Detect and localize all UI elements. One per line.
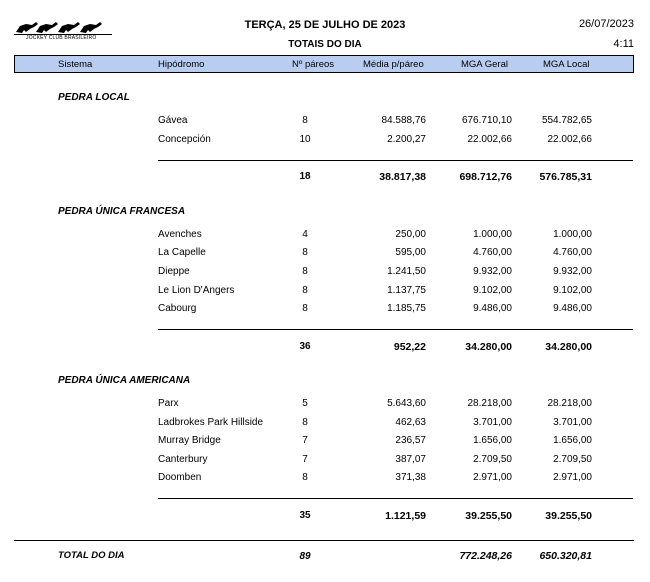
row-mga-geral: 9.486,00	[473, 303, 512, 314]
section-title: PEDRA LOCAL	[58, 92, 130, 103]
row-media: 1.185,75	[387, 303, 426, 314]
row-mga-geral: 3.701,00	[473, 417, 512, 428]
col-sistema: Sistema	[58, 59, 93, 70]
report-subtitle: TOTAIS DO DIA	[288, 39, 362, 50]
row-pareos: 7	[302, 454, 308, 465]
col-mga-geral: MGA Geral	[461, 59, 508, 70]
subtotal-mga-local: 576.785,31	[539, 171, 592, 183]
row-mga-local: 1.656,00	[553, 435, 592, 446]
row-media: 5.643,60	[387, 398, 426, 409]
row-media: 1.241,50	[387, 266, 426, 277]
subtotal-media: 952,22	[393, 341, 426, 353]
subtotal-media: 38.817,38	[379, 171, 426, 183]
section-title: PEDRA ÚNICA FRANCESA	[58, 206, 186, 217]
col-mga-local: MGA Local	[543, 59, 590, 70]
row-mga-local: 4.760,00	[553, 247, 592, 258]
subtotal-media: 1.121,59	[385, 510, 426, 522]
row-mga-local: 1.000,00	[553, 229, 592, 240]
row-hipodromo: Ladbrokes Park Hillside	[158, 417, 264, 428]
row-pareos: 8	[302, 266, 308, 277]
row-pareos: 8	[302, 247, 308, 258]
subtotal-divider	[158, 329, 633, 330]
row-mga-geral: 9.932,00	[473, 266, 512, 277]
row-mga-geral: 1.656,00	[473, 435, 512, 446]
row-media: 236,57	[395, 435, 426, 446]
row-mga-geral: 1.000,00	[473, 229, 512, 240]
row-hipodromo: Parx	[158, 398, 179, 409]
row-mga-local: 9.932,00	[553, 266, 592, 277]
row-pareos: 8	[302, 115, 308, 126]
col-pareos: Nº páreos	[292, 59, 335, 70]
row-media: 1.137,75	[387, 285, 426, 296]
row-hipodromo: Concepción	[158, 134, 211, 145]
row-mga-geral: 28.218,00	[467, 398, 512, 409]
report-time: 4:11	[613, 38, 634, 50]
subtotal-mga-local: 34.280,00	[545, 341, 592, 353]
row-hipodromo: Doomben	[158, 472, 202, 483]
row-pareos: 7	[302, 435, 308, 446]
row-hipodromo: Murray Bridge	[158, 435, 221, 446]
grand-total-mga-local: 650.320,81	[539, 550, 592, 562]
row-hipodromo: Le Lion D'Angers	[158, 285, 235, 296]
grand-total-divider	[14, 540, 634, 541]
row-mga-local: 28.218,00	[547, 398, 592, 409]
row-media: 371,38	[395, 472, 426, 483]
row-pareos: 8	[302, 303, 308, 314]
section-title: PEDRA ÚNICA AMERICANA	[58, 375, 191, 386]
row-pareos: 8	[302, 417, 308, 428]
subtotal-pareos: 18	[299, 171, 311, 182]
row-pareos: 10	[299, 134, 311, 145]
row-mga-geral: 9.102,00	[473, 285, 512, 296]
grand-total-pareos: 89	[299, 551, 311, 562]
logo-caption: JOCKEY CLUB BRASILEIRO	[26, 35, 97, 41]
row-pareos: 8	[302, 472, 308, 483]
row-media: 2.200,27	[387, 134, 426, 145]
row-mga-local: 2.709,50	[553, 454, 592, 465]
row-mga-geral: 676.710,10	[461, 115, 512, 126]
report-title: TERÇA, 25 DE JULHO DE 2023	[244, 19, 406, 31]
row-mga-local: 554.782,65	[541, 115, 592, 126]
grand-total-mga-geral: 772.248,26	[459, 550, 512, 562]
subtotal-mga-geral: 34.280,00	[465, 341, 512, 353]
subtotal-mga-local: 39.255,50	[545, 510, 592, 522]
row-media: 387,07	[395, 454, 426, 465]
row-mga-local: 3.701,00	[553, 417, 592, 428]
subtotal-divider	[158, 160, 633, 161]
row-mga-local: 9.486,00	[553, 303, 592, 314]
row-mga-geral: 2.709,50	[473, 454, 512, 465]
row-hipodromo: Avenches	[158, 229, 202, 240]
report-date: 26/07/2023	[578, 18, 634, 30]
subtotal-mga-geral: 39.255,50	[465, 510, 512, 522]
row-mga-local: 22.002,66	[547, 134, 592, 145]
row-mga-local: 2.971,00	[553, 472, 592, 483]
row-hipodromo: Canterbury	[158, 454, 208, 465]
row-media: 250,00	[395, 229, 426, 240]
column-header-bar	[14, 55, 634, 73]
subtotal-pareos: 36	[299, 341, 311, 352]
subtotal-pareos: 35	[299, 510, 311, 521]
row-hipodromo: Dieppe	[158, 266, 190, 277]
row-pareos: 5	[302, 398, 308, 409]
row-hipodromo: Cabourg	[158, 303, 197, 314]
row-mga-local: 9.102,00	[553, 285, 592, 296]
col-media: Média p/páreo	[363, 59, 424, 70]
col-hipodromo: Hipódromo	[158, 59, 205, 70]
subtotal-mga-geral: 698.712,76	[459, 171, 512, 183]
row-media: 462,63	[395, 417, 426, 428]
row-media: 84.588,76	[381, 115, 426, 126]
row-pareos: 4	[302, 229, 308, 240]
row-media: 595,00	[395, 247, 426, 258]
row-pareos: 8	[302, 285, 308, 296]
row-mga-geral: 2.971,00	[473, 472, 512, 483]
subtotal-divider	[158, 498, 633, 499]
row-hipodromo: Gávea	[158, 115, 188, 126]
row-mga-geral: 4.760,00	[473, 247, 512, 258]
row-hipodromo: La Capelle	[158, 247, 206, 258]
row-mga-geral: 22.002,66	[467, 134, 512, 145]
grand-total-label: TOTAL DO DIA	[58, 550, 125, 561]
